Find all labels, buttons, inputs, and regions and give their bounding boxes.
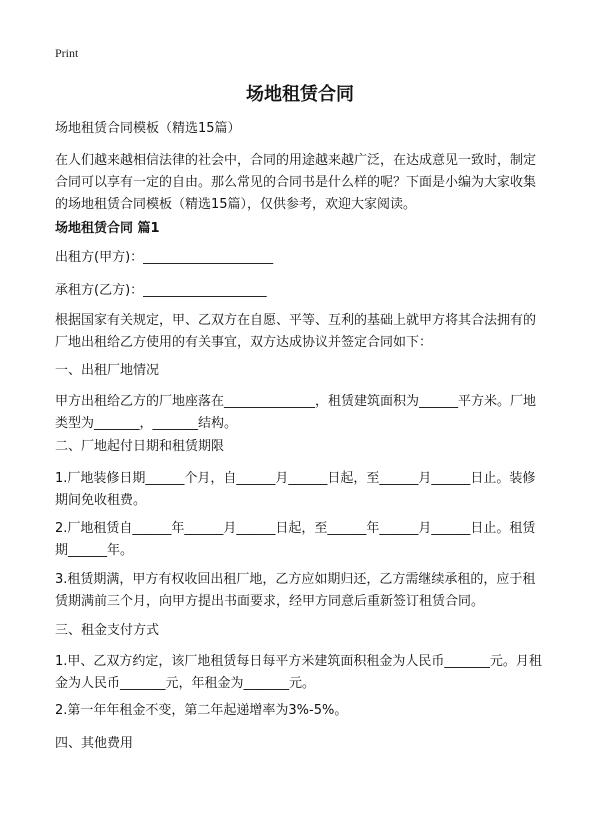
clause-3-1: 1.甲、乙双方约定，该厂地租赁每日每平方米建筑面积租金为人民币_______元。月租金为人民币_______元，年租金为_______元。 [55,654,542,691]
clause-2-3: 3.租赁期满，甲方有权收回出租厂地，乙方应如期归还，乙方需继续承租的，应于租赁期满前三个月，向甲方提出书面要求，经甲方同意后重新签订租赁合同。 [55,572,536,609]
print-link[interactable]: Print [55,46,79,60]
preamble-paragraph: 根据国家有关规定，甲、乙双方在自愿、平等、互利的基础上就甲方将其合法拥有的厂地出租给乙方使用的有关事宜，双方达成协议并签定合同如下： [55,313,537,350]
lessor-line: 出租方(甲方)：____________________ [55,250,274,265]
intro-paragraph: 在人们越来越相信法律的社会中，合同的用途越来越广泛，在达成意见一致时，制定合同可以享有一定的自由。那么常见的合同书是什么样的呢？下面是小编为大家收集的场地租赁合同模板（精选15篇），仅供参考，欢迎大家阅读。 [55,153,537,212]
section-heading-1: 一、出租厂地情况 [55,363,160,378]
lessee-line: 承租方(乙方)：___________________ [55,283,267,298]
document-title: 场地租赁合同 [246,84,354,105]
section1-text: 甲方出租给乙方的厂地座落在______________，租赁建筑面积为______平方米。厂地类型为_______，_______结构。 [55,394,537,431]
document-subtitle: 场地租赁合同模板（精选15篇） [55,121,241,136]
article-heading: 场地租赁合同 篇1 [55,221,160,236]
clause-2-2: 2.厂地租赁自______年______月______日起，至______年______月______日止。租赁期______年。 [55,521,536,558]
section-heading-4: 四、其他费用 [55,736,134,751]
clause-2-1: 1.厂地装修日期______个月，自______月______日起，至______月______日止。装修期间免收租费。 [55,471,536,508]
clause-3-2: 2.第一年年租金不变，第二年起递增率为3%-5%。 [55,703,348,718]
section-heading-3: 三、租金支付方式 [55,623,160,638]
section-heading-2: 二、厂地起付日期和租赁期限 [55,439,225,454]
